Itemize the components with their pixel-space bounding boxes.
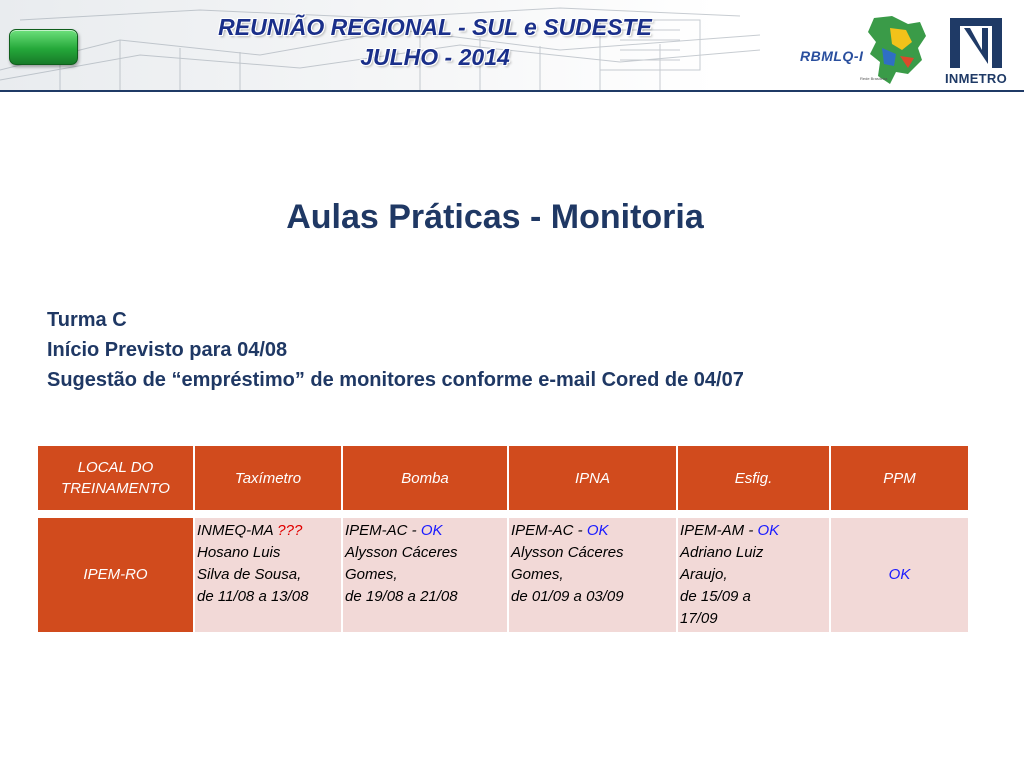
page-title: Aulas Práticas - Monitoria [286,198,704,236]
row-label-ipem-ro: IPEM-RO [37,517,194,633]
cell-place-line [197,520,339,542]
cell-line: Alysson Cáceres [511,544,624,561]
title-line-1: REUNIÃO REGIONAL - SUL e SUDESTE [218,14,652,40]
info-line-inicio: Início Previsto para 04/08 [47,339,288,361]
cell-line: Gomes, [511,566,564,583]
header-banner [0,0,1024,92]
cell-place: IPEM-AC - [511,522,587,539]
cell-taximetro [194,517,342,633]
header-taximetro: Taxímetro [194,445,342,511]
cell-line: de 15/09 a [680,588,751,605]
cell-place-line [511,520,674,542]
status-ok: OK [586,522,609,539]
header-divider [0,90,1024,92]
status-ok: OK [420,522,443,539]
cell-line: Silva de Sousa, [197,566,302,583]
cell-place: IPEM-AM - [680,522,758,539]
svg-text:Rede Brasileira: Rede Brasileira [860,76,888,81]
cell-line: Alysson Cáceres [345,544,458,561]
cell-line: de 19/08 a 21/08 [345,588,458,605]
title-line-2: JULHO - 2014 [360,44,510,70]
status-ok: OK [757,522,780,539]
cell-place: IPEM-AC - [345,522,421,539]
header-local: LOCAL DO TREINAMENTO [37,445,194,511]
table-row [37,517,969,633]
header-esfig: Esfig. [677,445,830,511]
cell-place-line [345,520,505,542]
cell-line: Gomes, [345,566,398,583]
cell-ipna [508,517,677,633]
table-header-row [37,445,969,511]
cell-place-line [680,520,827,542]
cell-line: Adriano Luiz [680,544,764,561]
info-block [47,305,1007,395]
cell-place: INMEQ-MA [197,522,278,539]
cell-line: de 11/08 a 13/08 [197,588,309,605]
green-tab-button[interactable] [9,29,78,65]
cell-esfig [677,517,830,633]
cell-bomba [342,517,508,633]
inmetro-logo-text: INMETRO [944,71,1008,86]
cell-line: de 01/09 a 03/09 [511,588,624,605]
info-line-sugestao: Sugestão de “empréstimo” de monitores conforme e-mail Cored de 04/07 [47,369,744,391]
header-ppm: PPM [830,445,969,511]
status-ok: OK [888,566,911,583]
meeting-title [130,12,740,72]
cell-ppm [830,517,969,633]
cell-line: 17/09 [680,610,718,627]
header-bomba: Bomba [342,445,508,511]
cell-line: Araujo, [680,566,728,583]
status-pending: ??? [277,522,303,539]
header-ipna: IPNA [508,445,677,511]
info-line-turma: Turma C [47,309,127,331]
schedule-table [36,444,970,634]
rbmlq-logo-text: RBMLQ-I [800,48,864,64]
cell-line: Hosano Luis [197,544,281,561]
